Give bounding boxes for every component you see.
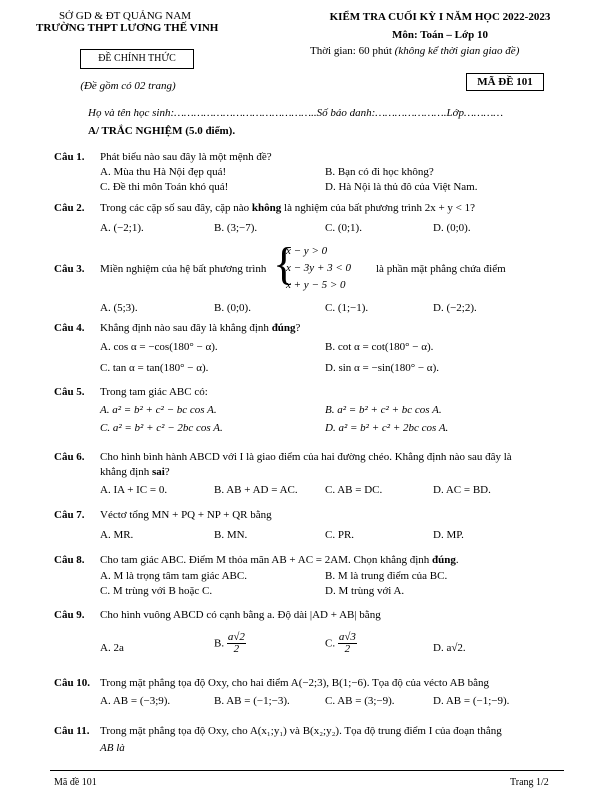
option-b: B. (0;0). bbox=[214, 302, 251, 314]
option-c: C. (1;−1). bbox=[325, 302, 369, 314]
question-number: Câu 2. bbox=[54, 202, 85, 214]
question-number: Câu 6. bbox=[54, 451, 85, 463]
option-b: B. a² = b² + c² + bc cos A. bbox=[325, 404, 442, 416]
option-c: C. AB = DC. bbox=[325, 484, 383, 496]
emphasis: không bbox=[251, 202, 282, 214]
emphasis: đúng bbox=[432, 554, 456, 566]
option-b: B. MN. bbox=[214, 529, 248, 541]
option-b: B. Bạn có đi học không? bbox=[325, 166, 434, 178]
department: SỞ GD & ĐT QUẢNG NAM bbox=[58, 10, 192, 22]
question-text: Khẳng định nào sau đây là khẳng định đúng? bbox=[100, 322, 301, 334]
question-text: Cho hình bình hành ABCD với I là giao điểm của hai đường chéo. Khẳng định nào sau đây là bbox=[100, 451, 512, 463]
option-d: D. M trùng với A. bbox=[325, 585, 405, 597]
option-a: A. M là trọng tâm tam giác ABC. bbox=[100, 570, 247, 582]
exam-title: KIỂM TRA CUỐI KỲ I NĂM HỌC 2022-2023 bbox=[329, 11, 551, 23]
option-c: C. a² = b² + c² − 2bc cos A. bbox=[100, 422, 223, 434]
question-number: Câu 3. bbox=[54, 263, 85, 275]
question-text: Trong mặt phẳng tọa độ Oxy, cho A(x₁;y₁) và B(x₂;y₂). Tọa độ trung điểm I của đoạn thẳng bbox=[100, 725, 502, 737]
question-text: Trong tam giác ABC có: bbox=[100, 386, 208, 398]
option-d: D. sin α = −sin(180° − α). bbox=[325, 362, 439, 374]
brace-icon: { bbox=[273, 238, 296, 289]
question-text-cont: là phần mặt phẳng chứa điểm bbox=[376, 263, 506, 275]
option-a: A. a² = b² + c² − bc cos A. bbox=[100, 404, 217, 416]
option-d: D. a√2. bbox=[433, 642, 466, 654]
option-b: B. M là trung điểm của BC. bbox=[325, 570, 448, 582]
question-number: Câu 5. bbox=[54, 386, 85, 398]
option-c: C. tan α = tan(180° − α). bbox=[100, 362, 209, 374]
time-note: (không kể thời gian giao đề) bbox=[394, 45, 520, 57]
option-a: A. AB = (−3;9). bbox=[100, 695, 171, 707]
question-text: Trong các cặp số sau đây, cặp nào không là nghiệm của bất phương trình 2x + y < 1? bbox=[100, 202, 476, 214]
option-b: B. cot α = cot(180° − α). bbox=[325, 341, 434, 353]
option-a: A. cos α = −cos(180° − α). bbox=[100, 341, 218, 353]
student-info-line: Họ và tên học sinh:……………………………………..Số báo danh:………………….Lớp………… bbox=[88, 107, 504, 119]
question-text: Miền nghiệm của hệ bất phương trình bbox=[100, 263, 267, 275]
option-d: D. (0;0). bbox=[433, 222, 471, 234]
option-a: A. Mùa thu Hà Nội đẹp quá! bbox=[100, 166, 227, 178]
question-text: Cho hình vuông ABCD có cạnh bằng a. Độ dài |AD + AB| bằng bbox=[100, 609, 381, 621]
question-number: Câu 9. bbox=[54, 609, 85, 621]
option-d: D. (−2;2). bbox=[433, 302, 477, 314]
pages-note: (Đề gồm có 02 trang) bbox=[80, 80, 176, 92]
option-c: C. M trùng với B hoặc C. bbox=[100, 585, 213, 597]
question-text: Véctơ tổng MN + PQ + NP + QR bằng bbox=[100, 509, 272, 521]
option-b: B. $\frac{a√2}{2}$ bbox=[214, 631, 245, 655]
option-c: C. AB = (3;−9). bbox=[325, 695, 395, 707]
emphasis: đúng bbox=[271, 322, 296, 334]
subject: Môn: Toán – Lớp 10 bbox=[392, 29, 488, 41]
time-label: Thời gian: 60 phút bbox=[310, 45, 392, 57]
system-line-3: x + y − 5 > 0 bbox=[286, 279, 346, 291]
footer-divider bbox=[50, 770, 564, 771]
question-number: Câu 11. bbox=[54, 725, 90, 737]
option-d: D. AB = (−1;−9). bbox=[433, 695, 510, 707]
option-b: B. (3;−7). bbox=[214, 222, 258, 234]
question-text: Trong mặt phẳng tọa độ Oxy, cho hai điểm A(−2;3), B(1;−6). Tọa độ của vécto AB bằng bbox=[100, 677, 489, 689]
question-number: Câu 7. bbox=[54, 509, 85, 521]
option-a: A. 2a bbox=[100, 642, 124, 654]
footer-exam-code: Mã đề 101 bbox=[54, 777, 97, 788]
official-label: ĐỀ CHÍNH THỨC bbox=[80, 49, 194, 69]
question-text: Phát biểu nào sau đây là một mệnh đề? bbox=[100, 151, 272, 163]
option-c: C. (0;1). bbox=[325, 222, 362, 234]
option-b: B. AB = (−1;−3). bbox=[214, 695, 290, 707]
question-text-cont: khẳng định sai? bbox=[100, 466, 170, 478]
emphasis: sai bbox=[151, 466, 165, 478]
system-line-1: x − y > 0 bbox=[286, 245, 328, 257]
question-number: Câu 8. bbox=[54, 554, 85, 566]
option-d: D. MP. bbox=[433, 529, 464, 541]
option-a: A. (5;3). bbox=[100, 302, 138, 314]
question-number: Câu 1. bbox=[54, 151, 85, 163]
option-b: B. AB + AD = AC. bbox=[214, 484, 298, 496]
system-line-2: x − 3y + 3 < 0 bbox=[286, 262, 352, 274]
option-d: D. AC = BD. bbox=[433, 484, 491, 496]
question-number: Câu 4. bbox=[54, 322, 85, 334]
question-text: Cho tam giác ABC. Điểm M thỏa mãn AB + AC = 2AM. Chọn khẳng định đúng. bbox=[100, 554, 459, 566]
school-name: TRƯỜNG THPT LƯƠNG THẾ VINH bbox=[36, 22, 219, 34]
option-c: C. $\frac{a√3}{2}$ bbox=[325, 631, 356, 655]
time-line bbox=[310, 45, 519, 57]
option-a: A. MR. bbox=[100, 529, 134, 541]
option-d: D. Hà Nội là thủ đô của Việt Nam. bbox=[325, 181, 478, 193]
section-a-title: A/ TRẮC NGHIỆM (5.0 điểm). bbox=[88, 125, 236, 137]
footer-page-number: Trang 1/2 bbox=[510, 777, 549, 788]
option-d: D. a² = b² + c² + 2bc cos A. bbox=[325, 422, 449, 434]
exam-code-box: MÃ ĐỀ 101 bbox=[466, 73, 544, 91]
question-text-cont: AB là bbox=[100, 742, 125, 754]
option-a: A. (−2;1). bbox=[100, 222, 144, 234]
question-number: Câu 10. bbox=[54, 677, 91, 689]
option-a: A. IA + IC = 0. bbox=[100, 484, 168, 496]
option-c: C. PR. bbox=[325, 529, 355, 541]
option-c: C. Đề thi môn Toán khó quá! bbox=[100, 181, 229, 193]
